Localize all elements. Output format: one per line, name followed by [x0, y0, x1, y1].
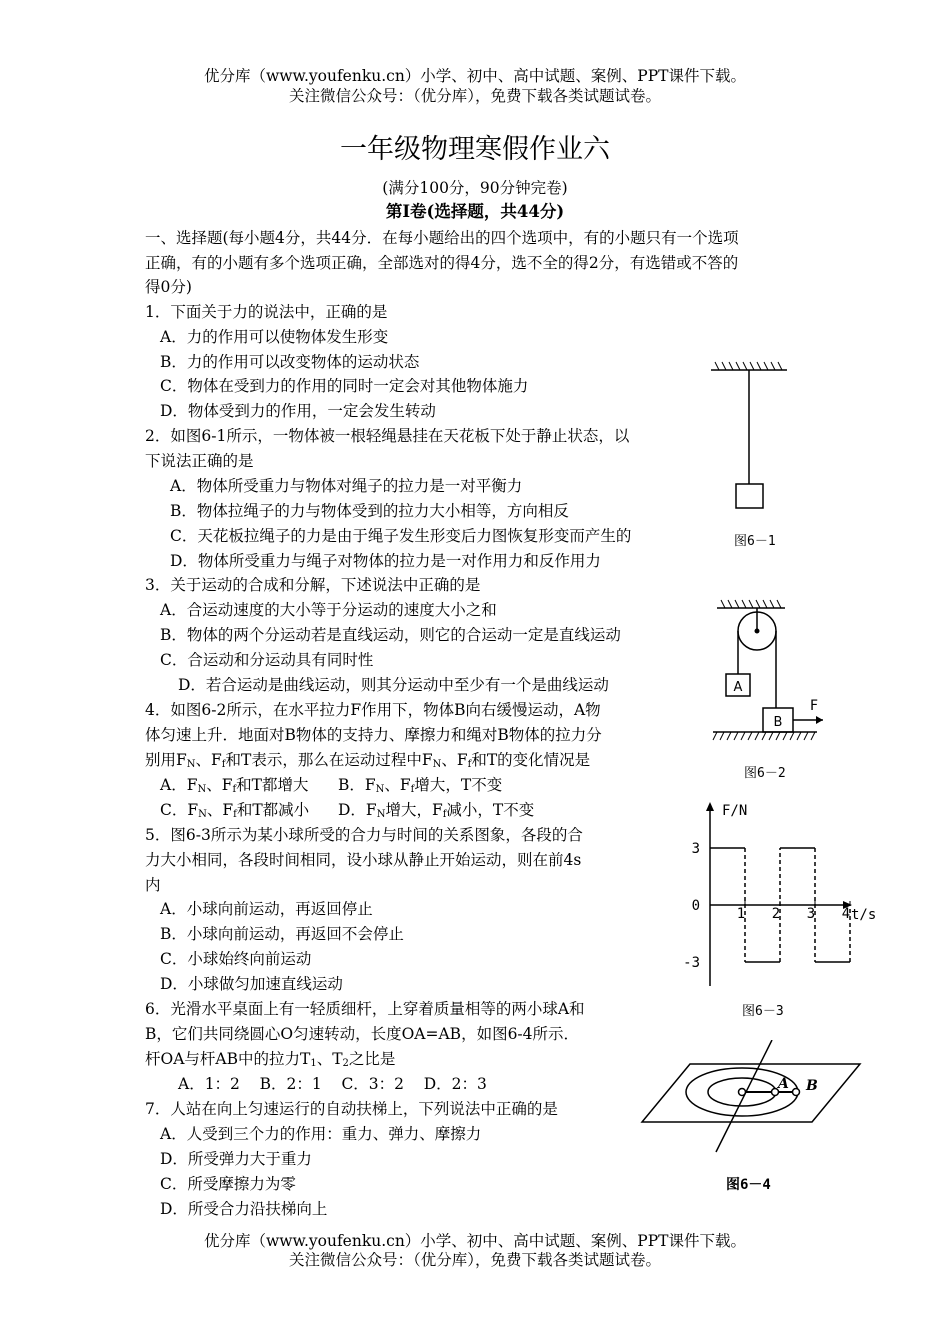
q7-option-c: C．所受摩擦力为零 — [160, 1175, 296, 1193]
q3-option-b: B．物体的两个分运动若是直线运动，则它的合运动一定是直线运动 — [160, 626, 621, 644]
force-label: F — [810, 698, 819, 714]
header-line-2: 关注微信公众号：（优分库），免费下载各类试题试卷。 — [288, 87, 661, 105]
figure-6-4 — [640, 1040, 865, 1160]
force-time-chart — [648, 798, 888, 998]
q2-option-d: D．物体所受重力与绳子对物体的拉力是一对作用力和反作用力 — [170, 552, 601, 570]
subtitle: (满分100分，90分钟完卷) — [382, 179, 568, 197]
footer-line-2: 关注微信公众号：（优分库），免费下载各类试题试卷。 — [288, 1251, 661, 1269]
q4-stem-2: 体匀速上升．地面对B物体的支持力、摩擦力和绳对B物体的拉力分 — [145, 726, 602, 744]
center-o — [739, 1089, 746, 1096]
q1-option-d: D．物体受到力的作用，一定会发生转动 — [160, 402, 436, 420]
q2-stem-2: 下说法正确的是 — [145, 452, 254, 470]
ball-b-label: B — [806, 1078, 818, 1094]
q5-stem-3: 内 — [145, 876, 161, 894]
instructions-line-1: 一、选择题(每小题4分，共44分．在每小题给出的四个选项中，有的小题只有一个选项 — [145, 229, 739, 247]
q2-option-c: C．天花板拉绳子的力是由于绳子发生形变后力图恢复形变而产生的 — [170, 527, 632, 545]
y-tick-label: -3 — [683, 955, 700, 971]
section-title: 第Ⅰ卷(选择题，共44分) — [385, 202, 565, 221]
q7-option-b: D．所受弹力大于重力 — [160, 1150, 312, 1168]
ceiling-hatch — [715, 362, 782, 370]
q2-stem-1: 2．如图6-1所示，一物体被一根轻绳悬挂在天花板下处于静止状态，以 — [145, 427, 630, 445]
q3-option-c: C．合运动和分运动具有同时性 — [160, 651, 374, 669]
q4-option-a: A．$F_N$、$F_f$和T都增大 — [160, 776, 309, 795]
y-axis-label: F/N — [722, 803, 748, 819]
q4-stem-3: 别用$F_N$、$F_f$和T表示，那么在运动过程中$F_N$、$F_f$和T的变化情况是 — [145, 751, 591, 770]
q6-stem-1: 6．光滑水平桌面上有一轻质细杆，上穿着质量相等的两小球A和 — [145, 1000, 585, 1018]
q2-option-a: A．物体所受重力与物体对绳子的拉力是一对平衡力 — [170, 477, 523, 495]
figure-6-3 — [648, 798, 888, 998]
ball-b — [793, 1089, 800, 1096]
q7-stem: 7．人站在向上匀速运行的自动扶梯上，下列说法中正确的是 — [145, 1100, 558, 1118]
block-a-label: A — [733, 680, 743, 695]
fig-6-3-label: 图6－3 — [742, 1004, 784, 1019]
fig-6-4-label: 图6－4 — [726, 1177, 771, 1193]
q4-stem-1: 4．如图6-2所示，在水平拉力F作用下，物体B向右缓慢运动，A物 — [145, 701, 601, 719]
q5-stem-1: 5．图6-3所示为某小球所受的合力与时间的关系图象，各段的合 — [145, 826, 583, 844]
q4-option-d: D．$F_N$增大，$F_f$减小，T不变 — [338, 801, 535, 820]
rotation-axis — [716, 1040, 772, 1152]
q5-option-d: D．小球做匀加速直线运动 — [160, 975, 343, 993]
fig-6-2-label: 图6－2 — [744, 766, 786, 781]
q1-option-a: A．力的作用可以使物体发生形变 — [160, 328, 389, 346]
q4-option-c: C．$F_N$、$F_f$和T都减小 — [160, 801, 310, 820]
block-b-label: B — [773, 715, 783, 730]
x-tick-label: 4 — [841, 906, 851, 922]
q1-stem: 1．下面关于力的说法中，正确的是 — [145, 303, 388, 321]
y-tick-label: 3 — [691, 841, 700, 857]
header-line-1: 优分库（www.youfenku.cn）小学、初中、高中试题、案例、PPT课件下载。 — [203, 67, 747, 85]
y-tick-label: 0 — [691, 898, 700, 914]
figure-6-1 — [705, 360, 795, 520]
x-tick-label: 3 — [806, 906, 816, 922]
q5-option-a: A．小球向前运动，再返回停止 — [160, 900, 373, 918]
footer-line-1: 优分库（www.youfenku.cn）小学、初中、高中试题、案例、PPT课件下载。 — [203, 1232, 747, 1250]
q6-options: A．1：2 B．2：1 C．3：2 D．2：3 — [178, 1075, 487, 1093]
q6-stem-3: 杆OA与杆AB中的拉力$T_1$、$T_2$之比是 — [145, 1050, 396, 1069]
q6-stem-2: B，它们共同绕圆心O匀速转动，长度OA=AB，如图6-4所示． — [145, 1025, 580, 1043]
q3-option-a: A．合运动速度的大小等于分运动的速度大小之和 — [160, 601, 497, 619]
q4-option-b: B．$F_N$、$F_f$增大，T不变 — [338, 776, 503, 795]
q5-option-b: B．小球向前运动，再返回不会停止 — [160, 925, 404, 943]
q7-option-d: D．所受合力沿扶梯向上 — [160, 1200, 328, 1218]
fig-6-1-label: 图6－1 — [734, 534, 776, 549]
q2-option-b: B．物体拉绳子的力与物体受到的拉力大小相等，方向相反 — [170, 502, 569, 520]
x-tick-label: 1 — [736, 906, 746, 922]
x-tick-label: 2 — [771, 906, 781, 922]
q1-option-c: C．物体在受到力的作用的同时一定会对其他物体施力 — [160, 377, 529, 395]
page-title: 一年级物理寒假作业六 — [340, 134, 610, 165]
y-axis-arrow — [706, 802, 714, 811]
instructions-line-3: 得0分) — [145, 278, 192, 296]
hanging-block — [736, 484, 763, 508]
figure-6-2 — [705, 596, 830, 746]
instructions-line-2: 正确，有的小题有多个选项正确，全部选对的得4分，选不全的得2分，有选错或不答的 — [145, 254, 739, 272]
q1-option-b: B．力的作用可以改变物体的运动状态 — [160, 353, 420, 371]
x-axis-label: t/s — [851, 907, 877, 923]
q5-option-c: C．小球始终向前运动 — [160, 950, 312, 968]
q3-option-d: D．若合运动是曲线运动，则其分运动中至少有一个是曲线运动 — [178, 676, 609, 694]
q7-option-a: A．人受到三个力的作用：重力、弹力、摩擦力 — [160, 1125, 482, 1143]
ball-a-label: A — [778, 1076, 789, 1092]
q5-stem-2: 力大小相同，各段时间相同，设小球从静止开始运动，则在前4s — [145, 851, 582, 869]
q3-stem: 3．关于运动的合成和分解，下述说法中正确的是 — [145, 576, 481, 594]
